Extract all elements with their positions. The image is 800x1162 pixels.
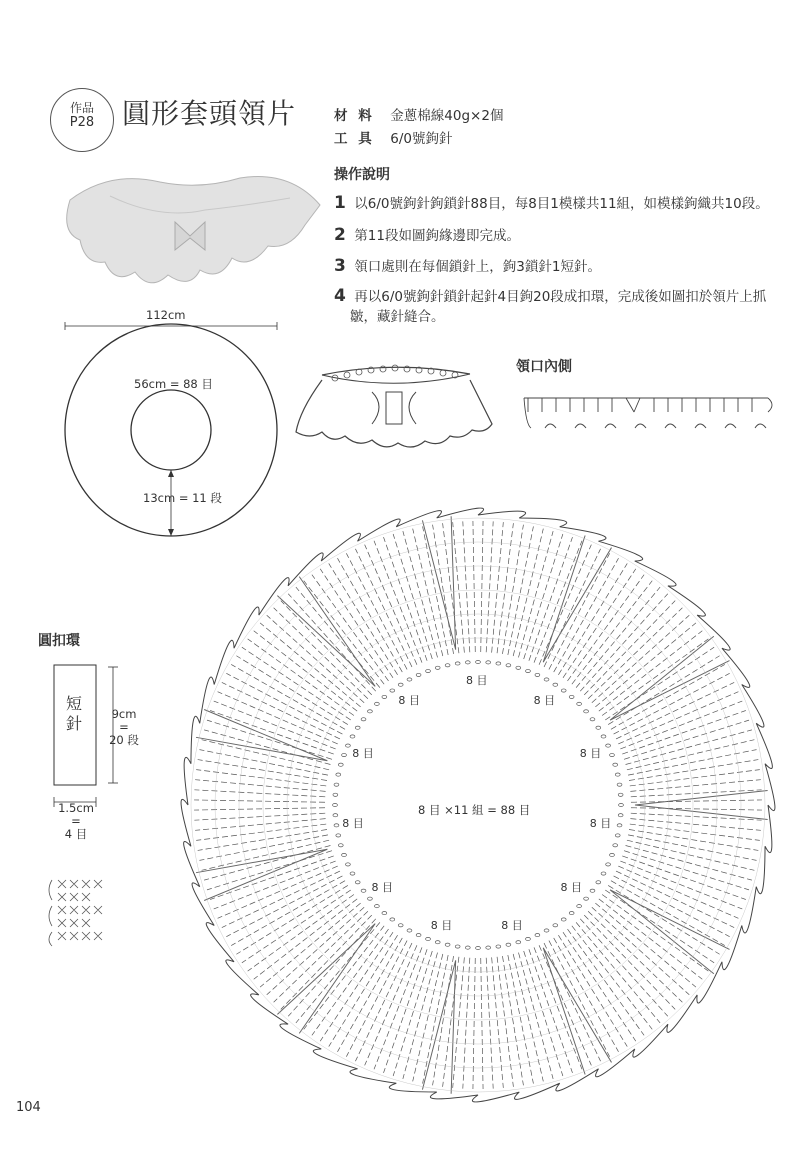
step-3: 3 領口處則在每個鎖針上，鉤3鎖針1短針。 <box>334 256 601 276</box>
loop-width-label: 1.5cm = 4 目 <box>58 801 94 841</box>
repeat-label: 8 目 <box>342 816 364 830</box>
chart-center-label: 8 目 ×11 組 = 88 目 <box>418 803 531 817</box>
outer-width-label: 112cm <box>146 308 186 322</box>
materials-value: 金蔥棉線40g×2個 <box>390 108 504 124</box>
collar-sketch <box>296 365 492 447</box>
depth-label: 13cm = 11 段 <box>143 491 222 505</box>
repeat-label: 8 目 <box>352 747 374 761</box>
step-4: 4 再以6/0號鉤針鎖針起針4目鉤20段成扣環，完成後如圖扣於領片上抓 皺，藏針縫合。 <box>334 286 767 325</box>
loop-height-label: 9cm = 20 段 <box>109 707 139 747</box>
badge-label: 作品 <box>69 101 94 115</box>
repeat-label: 8 目 <box>466 674 488 687</box>
repeat-label: 8 目 <box>533 693 556 707</box>
collar-photo <box>67 177 320 283</box>
repeat-label: 8 目 <box>560 880 582 894</box>
repeat-label: 8 目 <box>501 918 523 932</box>
page-title: 圓形套頭領片 <box>122 97 297 130</box>
tools-value: 6/0號鉤針 <box>390 131 453 147</box>
repeat-label: 8 目 <box>579 747 602 761</box>
repeat-label: 8 目 <box>589 816 612 830</box>
tools-label: 工 具 <box>334 131 375 147</box>
button-loop-stitch-chart <box>49 880 102 946</box>
page-number: 104 <box>16 1100 41 1115</box>
repeat-label: 8 目 <box>398 693 420 707</box>
stitch-type-label: 短 針 <box>66 694 83 733</box>
repeat-label: 8 目 <box>371 880 394 894</box>
step-2: 2 第11段如圖鉤緣邊即完成。 <box>334 225 520 245</box>
button-loop-heading: 圓扣環 <box>38 633 80 649</box>
instructions-heading: 操作說明 <box>334 167 390 183</box>
badge-page: P28 <box>69 115 95 130</box>
neckline-chart <box>524 398 772 428</box>
inner-circumference-label: 56cm = 88 目 <box>134 377 213 391</box>
neckline-inside-label: 領口內側 <box>516 359 572 375</box>
step-1: 1 以6/0號鉤針鉤鎖針88目，每8目1模樣共11組，如模樣鉤織共10段。 <box>334 193 769 213</box>
repeat-label: 8 目 <box>430 918 453 932</box>
materials-label: 材 料 <box>334 108 375 124</box>
